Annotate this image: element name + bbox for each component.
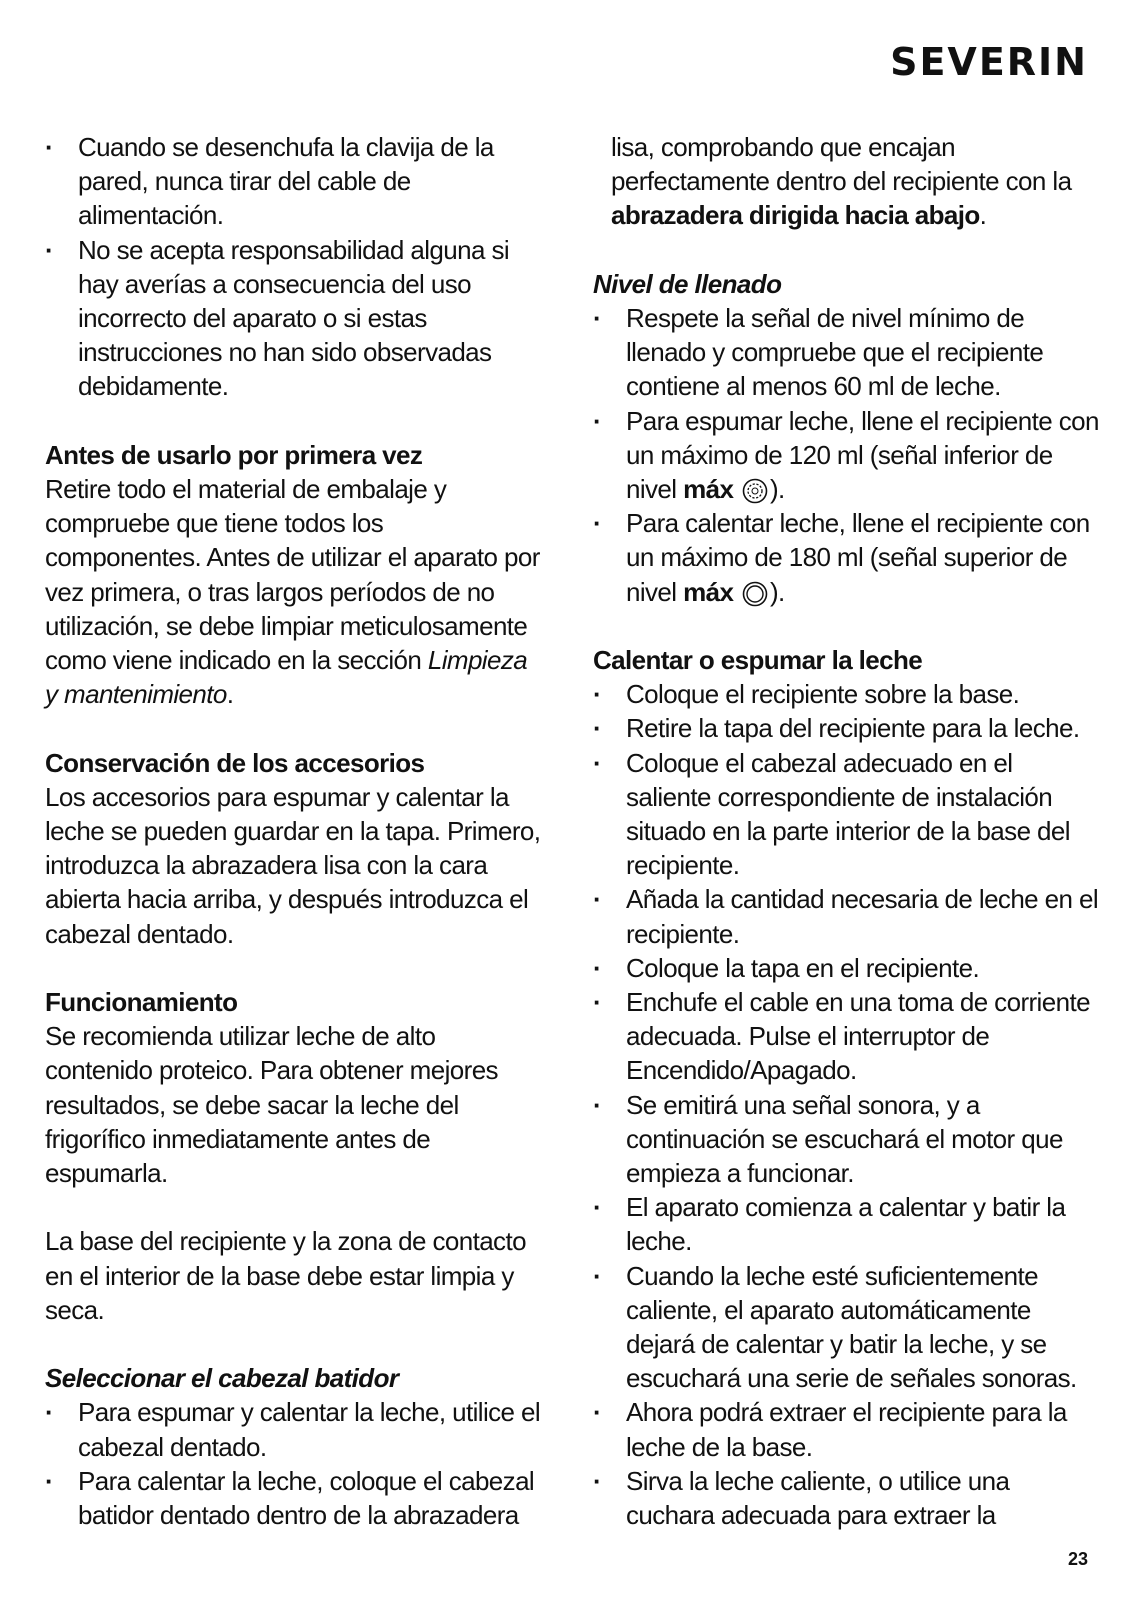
first-use-text: Retire todo el material de embalaje y compruebe que tiene todos los componentes. Antes de utilizar el aparato por vez primera, o tras largos períodos de no utilización, se debe limpiar meticulosamente como viene indicado en la sección Limpieza y mantenimiento.	[45, 474, 540, 710]
heading-accessory-storage: Conservación de los accesorios	[45, 747, 425, 778]
right-column	[593, 130, 1103, 1532]
bullet-step-7: · Se emitirá una señal sonora, y a continuación se escuchará el motor que empieza a funcionar.	[593, 1088, 1103, 1191]
bullet-fill-froth: · Para espumar leche, llene el recipiente con un máximo de 120 ml (señal inferior de nivel máx ).	[593, 404, 1103, 507]
bullet-step-1: · Coloque el recipiente sobre la base.	[593, 677, 1103, 711]
heat-level-icon	[742, 581, 768, 607]
bullet-step-4: · Añada la cantidad necesaria de leche en el recipiente.	[593, 882, 1103, 950]
bullet-step-10: · Ahora podrá extraer el recipiente para la leche de la base.	[593, 1395, 1103, 1463]
heading-select-whisk: Seleccionar el cabezal batidor	[45, 1363, 399, 1394]
page-number: 23	[1067, 1549, 1088, 1569]
froth-level-icon	[742, 478, 768, 504]
bullet-step-6: · Enchufe el cable en una toma de corriente adecuada. Pulse el interruptor de Encendido/Apagado.	[593, 985, 1103, 1088]
bullet-responsibility: · No se acepta responsabilidad alguna si hay averías a consecuencia del uso incorrecto del aparato o si estas instrucciones no han sido observadas debidamente.	[45, 233, 545, 404]
base-clean-text: La base del recipiente y la zona de contacto en el interior de la base debe estar limpia y seca.	[45, 1226, 526, 1325]
heading-operation: Funcionamiento	[45, 987, 238, 1018]
bullet-step-9: · Cuando la leche esté suficientemente caliente, el aparato automáticamente dejará de calentar y batir la leche, y se escuchará una serie de señales sonoras.	[593, 1259, 1103, 1396]
bullet-select-1: · Para espumar y calentar la leche, utilice el cabezal dentado.	[45, 1395, 545, 1463]
heading-fill-level: Nivel de llenado	[593, 268, 782, 299]
bullet-step-3: · Coloque el cabezal adecuado en el saliente correspondiente de instalación situado en la parte interior de la base del recipiente.	[593, 746, 1103, 883]
bullet-step-2: · Retire la tapa del recipiente para la leche.	[593, 711, 1103, 745]
bullet-fill-heat: · Para calentar leche, llene el recipiente con un máximo de 180 ml (señal superior de nivel máx ).	[593, 506, 1103, 609]
bullet-fill-min: · Respete la señal de nivel mínimo de llenado y compruebe que el recipiente contiene al menos 60 ml de leche.	[593, 301, 1103, 404]
heading-first-use: Antes de usarlo por primera vez	[45, 439, 423, 470]
accessory-storage-text: Los accesorios para espumar y calentar la leche se pueden guardar en la tapa. Primero, introduzca la abrazadera lisa con la cara abierta hacia arriba, y después introduzca el cabezal dentado.	[45, 781, 541, 949]
bullet-select-2: · Para calentar la leche, coloque el cabezal batidor dentado dentro de la abrazadera	[45, 1464, 545, 1532]
bullet-step-8: · El aparato comienza a calentar y batir la leche.	[593, 1190, 1103, 1258]
cleaning-reference: Limpieza y mantenimiento	[45, 645, 528, 710]
brand-logo: SEVERIN	[890, 40, 1088, 84]
operation-text: Se recomienda utilizar leche de alto contenido proteico. Para obtener mejores resultados, se debe sacar la leche del frigorífico inmediatamente antes de espumarla.	[45, 1021, 498, 1189]
bullet-unplug: · Cuando se desenchufa la clavija de la pared, nunca tirar del cable de alimentación.	[45, 130, 545, 233]
heading-heat-froth: Calentar o espumar la leche	[593, 645, 923, 676]
bullet-step-11: · Sirva la leche caliente, o utilice una cuchara adecuada para extraer la	[593, 1464, 1103, 1532]
left-column	[45, 130, 545, 1532]
bullet-step-5: · Coloque la tapa en el recipiente.	[593, 951, 1103, 985]
continuation-text: lisa, comprobando que encajan perfectamente dentro del recipiente con la abrazadera dirigida hacia abajo.	[611, 132, 1072, 231]
